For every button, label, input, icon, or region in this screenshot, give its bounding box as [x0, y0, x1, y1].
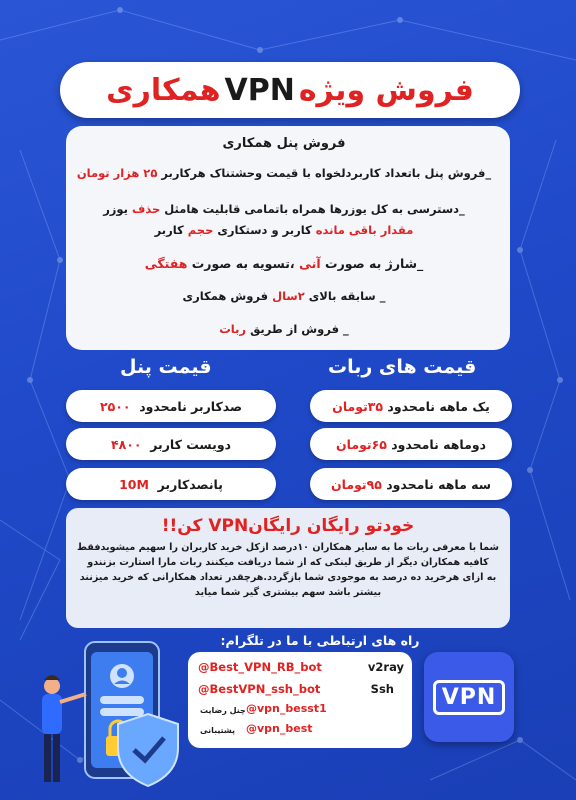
robot-price-3 — [310, 468, 512, 500]
feature-line-6 — [76, 322, 492, 336]
feature-line-3 — [76, 223, 492, 237]
free-vpn-line-2: کافیه همکاران دیگر از طریق لینکی که از شما دریافت میکنند ربات مارا استارت بزنندو — [87, 557, 489, 568]
free-vpn-line-3: به ازای هرخرید ده درصد به موجودی شما بازگردد.هرچقدر تعداد همکارانی که خرید میزنند — [79, 572, 497, 583]
support-link[interactable]: @vpn_best — [246, 722, 313, 735]
feature-4-text: _شارژ به صورت — [325, 256, 424, 271]
ssh-bot-link[interactable]: @BestVPN_ssh_bot — [198, 682, 321, 696]
panel-price-3-value: 10M — [119, 476, 149, 492]
feature-3-highlight-1: مقدار باقی مانده — [315, 223, 414, 237]
panel-heading: فروش پنل همکاری — [222, 136, 346, 151]
panel-prices-heading: قیمت پنل — [120, 356, 212, 378]
feature-6-highlight: ربات — [219, 322, 247, 336]
panel-price-2-value: ۴۸۰۰ — [110, 436, 142, 452]
free-vpn-text — [76, 540, 500, 600]
feature-5-highlight: ۲سال — [272, 289, 305, 303]
panel-price-2-label: دویست کاربر — [150, 436, 232, 452]
panel-price-1-label: صدکاربر نامحدود — [139, 398, 243, 414]
features-panel — [66, 126, 510, 350]
robot-price-2-label: دوماهه نامحدود — [391, 436, 487, 452]
panel-price-3-label: پانصدکاربر — [157, 476, 223, 492]
free-vpn-heading: خودتو رایگان رایگانVPN کن!! — [161, 516, 415, 536]
feature-2-end: یوزر — [103, 202, 128, 216]
title-part1: فروش ویژه — [298, 72, 474, 108]
panel-price-2 — [66, 428, 276, 460]
contact-title: راه های ارتباطی با ما در تلگرام: — [220, 633, 420, 648]
free-vpn-box — [66, 508, 510, 628]
robot-price-2-value: ۶۵تومان — [335, 436, 387, 452]
vpn-logo — [424, 652, 514, 742]
panel-price-1 — [66, 390, 276, 422]
feature-1-text: _فروش پنل باتعداد کاربردلخواه با قیمت وحشتناک هرکاربر — [161, 166, 492, 180]
ssh-label: Ssh — [370, 682, 394, 696]
feature-4-highlight-1: آنی — [299, 256, 321, 271]
feature-3-end: کاربر — [154, 223, 184, 237]
v2ray-label: v2ray — [367, 660, 404, 674]
channel-link[interactable]: @vpn_besst1 — [246, 702, 327, 715]
title-part3: همکاری — [106, 72, 221, 108]
v2ray-bot-link[interactable]: @Best_VPN_RB_bot — [198, 660, 322, 674]
feature-line-2 — [76, 202, 492, 216]
robot-price-3-label: سه ماهه نامحدود — [386, 476, 492, 492]
feature-2-highlight: حذف — [131, 202, 161, 216]
feature-1-price: ۲۵ هزار تومان — [76, 166, 158, 180]
panel-price-1-value: ۲۵۰۰ — [99, 398, 131, 414]
feature-line-5 — [76, 289, 492, 303]
panel-price-3 — [66, 468, 276, 500]
robot-price-1 — [310, 390, 512, 422]
robot-price-2 — [310, 428, 512, 460]
feature-3-text: کاربر و دستکاری — [217, 223, 312, 237]
channel-label: چنل رضایت — [200, 706, 246, 715]
feature-3-highlight-2: حجم — [187, 223, 214, 237]
free-vpn-line-1: شما با معرفی ربات ما به سایر همکاران ۱۰درصد ازکل خرید کاربران را سهیم میشویدفقط — [77, 542, 499, 553]
feature-line-4 — [76, 256, 492, 271]
support-label: پشتیبانی — [200, 726, 236, 735]
feature-line-1 — [76, 166, 492, 180]
robot-prices-heading: قیمت های ربات — [328, 356, 477, 378]
robot-price-1-label: یک ماهه نامحدود — [387, 398, 490, 414]
free-vpn-line-4: بیشتر باشد سهم بیشتری گیر شما میاید — [194, 587, 382, 598]
title-vpn: VPN — [224, 72, 295, 108]
contact-box — [188, 652, 412, 748]
vpn-logo-text: VPN — [433, 680, 506, 715]
feature-4-text-2: ،تسویه به صورت — [191, 256, 295, 271]
feature-4-highlight-2: هفتگی — [144, 256, 188, 271]
feature-5-text: _ سابقه بالای — [308, 289, 386, 303]
robot-price-3-value: ۹۵تومان — [330, 476, 382, 492]
phone-security-illustration — [30, 636, 190, 800]
page-title — [60, 62, 520, 118]
feature-6-text: _ فروش از طریق — [250, 322, 349, 336]
feature-2-text: _دسترسی به کل یوزرها همراه باتمامی قابلیت هامثل — [164, 202, 465, 216]
feature-5-end: فروش همکاری — [182, 289, 269, 303]
robot-price-1-value: ۳۵تومان — [332, 398, 384, 414]
